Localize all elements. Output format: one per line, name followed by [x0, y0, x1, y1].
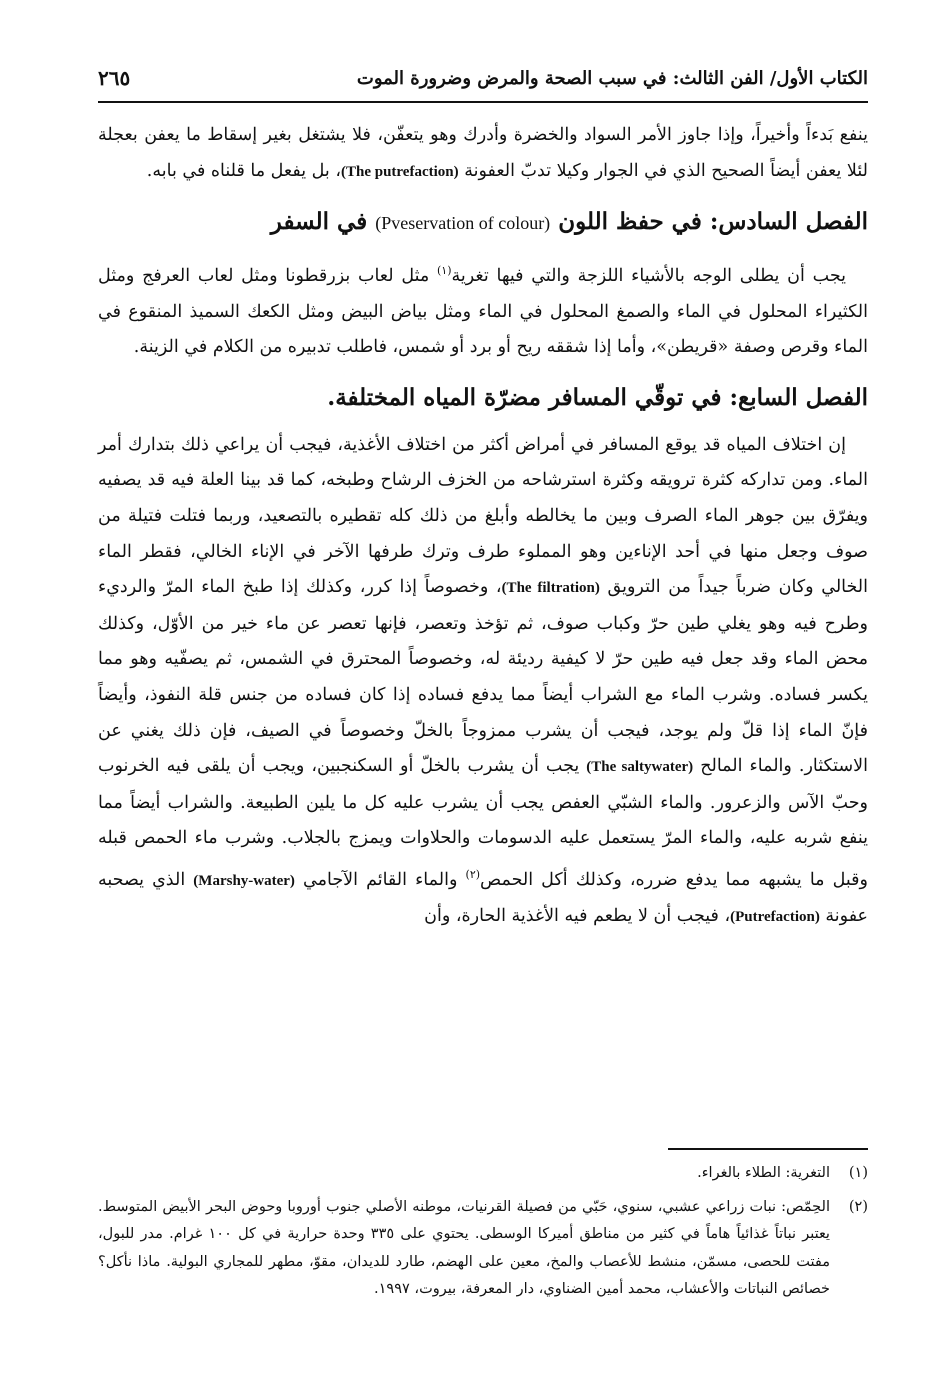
- running-title: الكتاب الأول/ الفن الثالث: في سبب الصحة والمرض وضرورة الموت: [356, 67, 868, 89]
- text-run: والماء القائم الآجامي: [303, 869, 458, 890]
- page-number: ٢٦٥: [98, 66, 131, 90]
- footnote-text: الحِمّص: نبات زراعي عشبي، سنوي، حَبّي من فصيلة القرنيات، موطنه الأصلي جنوب أوروبا وحوض البحر الأبيض المتوسط. يعتبر نباتاً غذائياً هاماً في كثير من مناطق أميركا الوسطى. يحتوي على ٣٣٥ وحدة حرارية في كل ١٠٠ غرام. مدر للبول، مفتت للحصى، مسمّن، منشط للأعصاب والمخ، معين على الهضم، طارد للديدان، مقوّ، مطهر للمجاري البولية. ماذا نأكل؟ خصائص النباتات والأعشاب، محمد أمين الضناوي، دار المعرفة، بيروت، ١٩٩٧.: [98, 1198, 830, 1297]
- latin-term: (The filtration): [501, 580, 600, 597]
- footnote-2: [98, 1194, 868, 1304]
- latin-term: (The putrefaction): [340, 163, 459, 180]
- text-run: يجب أن يطلى الوجه بالأشياء اللزجة والتي فيها تغرية: [451, 266, 846, 287]
- text-run: يجب أن يشرب بالخلّ أو السكنجبين، ويجب أن يلقى فيه الخرنوب وحبّ الآس والزعرور. والماء الشبّي العفص يجب أن يشرب عليه كل ما يلين الطبيعة. والشراب أيضاً مما ينفع شربه عليه، والماء المرّ يستعمل عليه الدسومات والحلاوات ويمزج بالجلاب. وشرب ماء الحمص قبله وقبل ما يشبهه مما يدفع ضرره، وكذلك أكل الحمص: [98, 756, 868, 890]
- page-header: [98, 60, 868, 96]
- latin-term: (Putrefaction): [730, 909, 820, 926]
- footnote-ref-2: (٢): [465, 867, 481, 881]
- footnote-number: (٢): [848, 1198, 868, 1215]
- latin-term: (Pveservation of colour): [375, 213, 551, 234]
- section-6-paragraph: [98, 253, 868, 366]
- section-7-paragraph: [98, 428, 868, 936]
- text-run: إن اختلاف المياه قد يوقع المسافر في أمراض أكثر من اختلاف الأغذية، فيجب أن يراعي ذلك بتدارك أمر الماء. ومن تداركه كثرة ترويقه وكثرة استرشاحه من الخزف الرشاح وطبخه، كما قد بينا العلة فيه قد يصفيه ويفرّق بين جوهر الماء الصرف وبين ما يخالطه وأبلغ من ذلك كله تقطيره بالتصعيد، وربما فتلت فتيلة من صوف وجعل منها في أحد الإناءين وهو المملوء طرف وترك طرفها الآخر في الإناء الخالي، فقطر الماء الخالي وكان ضرباً جيداً من الترويق: [98, 434, 868, 598]
- header-rule: [98, 101, 868, 103]
- footnote-ref-1: (١): [437, 264, 452, 278]
- text-run: ينفع بَدءاً وأخيراً، وإذا جاوز الأمر السواد والخضرة وأدرك وهو يتعفّن، فلا يشتغل بغير إسقاط ما يعفن بعجلة لئلا يعفن أيضاً الصحيح الذي في الجوار وكيلا تدبّ العفونة: [98, 125, 868, 181]
- footnote-text: التغرية: الطلاء بالغراء.: [697, 1165, 830, 1181]
- text-run: ، وخصوصاً إذا كرر، وكذلك إذا طبخ الماء المرّ والرديء وطرح فيه وهو يغلي طين حرّ وكباب صوف، ثم تؤخذ وتعصر، فإنها تعصر عن ماء خير من الأوّل، وكذلك محض الماء وقد جعل فيه طين حرّ لا كيفية رديئة له، وخصوصاً المحترق في الشمس، ثم يصفّيه وهو مما يكسر فساده. وشرب الماء مع الشراب أيضاً مما يدفع فساده إذا كان فساده من جنس قلة النفوذ، وأيضاً فإنّ الماء إذا قلّ ولم يوجد، فيجب أن يشرب ممزوجاً بالخلّ وخصوصاً في الصيف، فإن ذلك يغني عن الاستكثار. والماء المالح: [98, 577, 868, 777]
- text-run: الذي يصحبه عفونة: [98, 869, 868, 927]
- footnote-1: [98, 1160, 868, 1188]
- latin-term: (The saltywater): [586, 759, 694, 776]
- heading-text: الفصل السادس: في حفظ اللون: [558, 208, 868, 236]
- intro-paragraph: [98, 118, 868, 190]
- text-run: ، بل يفعل ما قلناه في بابه.: [146, 160, 341, 181]
- text-run: مثل لعاب بزرقطونا ومثل لعاب العرفج ومثل الكثيراء المحلول في الماء والصمغ المحلول في الماء ومثل بياض البيض ومثل الكعك السميذ المنقوع في الماء وقرص وصفة «قريطن»، وأما إذا شققه ريح أو برد أو شمس، فاطلب تدبيره من الكلام في الزينة.: [98, 266, 868, 358]
- heading-text: في السفر: [270, 208, 368, 236]
- section-7-heading: الفصل السابع: في توقّي المسافر مضرّة المياه المختلفة.: [327, 383, 868, 411]
- footnote-rule: [668, 1148, 868, 1150]
- main-text: [98, 118, 868, 936]
- footnote-number: (١): [848, 1165, 868, 1181]
- text-run: ، فيجب أن لا يطعم فيه الأغذية الحارة، وأن: [424, 906, 731, 927]
- latin-term: (Marshy-water): [193, 872, 295, 889]
- footnotes: [98, 1160, 868, 1310]
- section-6-heading: [98, 202, 868, 243]
